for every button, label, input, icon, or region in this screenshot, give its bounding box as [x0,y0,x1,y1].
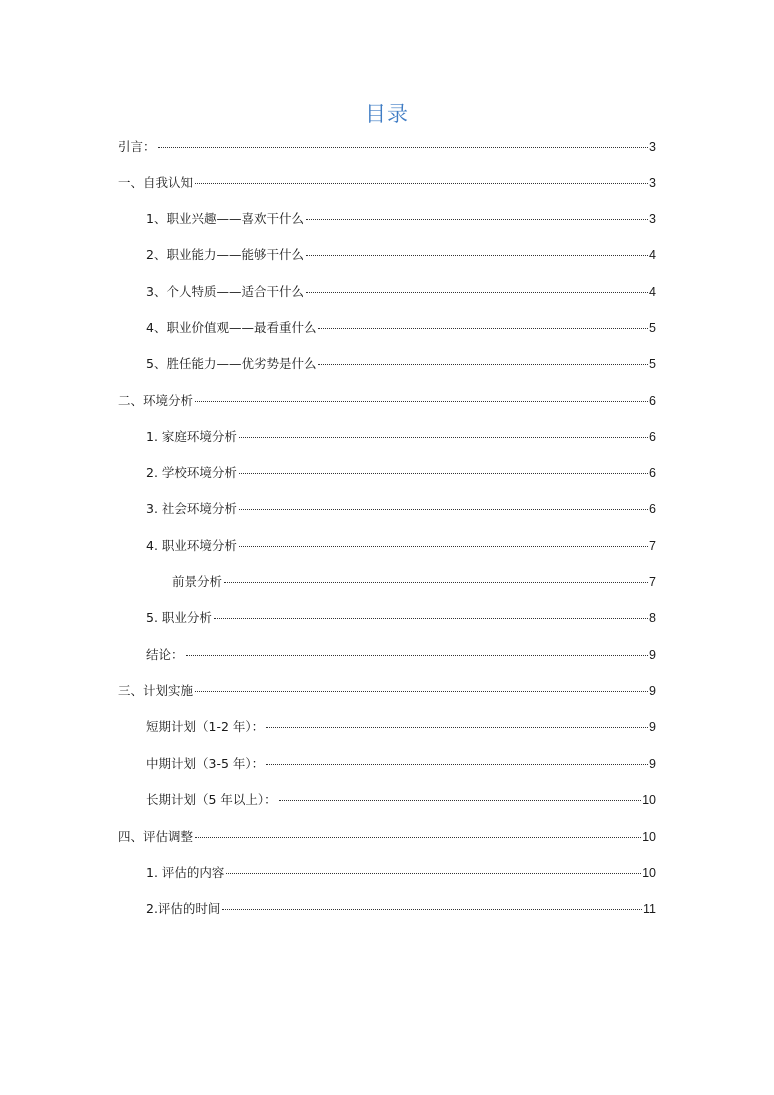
toc-entry-label: 二、环境分析 [118,393,194,408]
toc-entry-conclusion[interactable] [146,647,656,663]
toc-leader-dots [224,582,648,583]
toc-entry-label: 2. 学校环境分析 [146,465,237,480]
toc-page-number: 10 [642,830,656,844]
toc-page-number: 5 [649,357,656,371]
toc-leader-dots [306,292,648,293]
toc-page-number: 3 [649,140,656,154]
toc-entry-competency[interactable] [146,356,656,372]
toc-page-number: 6 [649,430,656,444]
toc-page-number: 9 [649,684,656,698]
toc-page-number: 10 [642,793,656,807]
toc-entry-label: 三、计划实施 [118,683,194,698]
toc-leader-dots [158,147,649,148]
toc-page-number: 5 [649,321,656,335]
toc-entry-label: 4. 职业环境分析 [146,538,237,553]
toc-entry-plan-implementation[interactable] [118,683,656,699]
toc-entry-career-values[interactable] [146,320,656,336]
toc-page-number: 11 [643,902,656,916]
toc-page-number: 10 [642,866,656,880]
toc-page-number: 3 [649,212,656,226]
toc-leader-dots [239,473,648,474]
toc-entry-label: 一、自我认知 [118,175,194,190]
toc-leader-dots [306,219,648,220]
toc-leader-dots [186,655,649,656]
toc-leader-dots [214,618,648,619]
toc-leader-dots [195,401,648,402]
toc-leader-dots [318,328,648,329]
toc-entry-family-environment[interactable] [146,429,656,445]
toc-leader-dots [239,437,648,438]
toc-leader-dots [195,183,648,184]
toc-entry-self-awareness[interactable] [118,175,656,191]
toc-entry-label: 3、个人特质——适合干什么 [146,284,304,299]
toc-entry-long-term-plan[interactable] [146,792,656,808]
toc-page-number: 7 [649,539,656,553]
toc-entry-evaluation-content[interactable] [146,865,656,881]
toc-leader-dots [266,764,648,765]
toc-page-number: 6 [649,502,656,516]
toc-page-number: 6 [649,394,656,408]
toc-page-number: 4 [649,285,656,299]
toc-entry-label: 1. 评估的内容 [146,865,225,880]
page-title: 目录 [365,102,409,126]
toc-entry-environment-analysis[interactable] [118,393,656,409]
toc-entry-label: 四、评估调整 [118,829,194,844]
toc-page-number: 9 [649,757,656,771]
toc-entry-label: 1. 家庭环境分析 [146,429,237,444]
toc-page-number: 9 [649,720,656,734]
toc-entry-evaluation-adjustment[interactable] [118,829,656,845]
toc-entry-label: 引言： [118,139,156,154]
toc-entry-label: 结论： [146,647,184,662]
toc-entry-label: 5、胜任能力——优劣势是什么 [146,356,317,371]
toc-entry-personal-traits[interactable] [146,284,656,300]
toc-entry-social-environment[interactable] [146,501,656,517]
toc-entry-career-environment[interactable] [146,538,656,554]
toc-entry-label: 2.评估的时间 [146,901,221,916]
toc-leader-dots [306,255,648,256]
toc-leader-dots [318,364,648,365]
toc-leader-dots [279,800,641,801]
toc-leader-dots [222,909,642,910]
toc-entry-evaluation-time[interactable] [146,901,656,917]
toc-leader-dots [195,837,641,838]
toc-entry-school-environment[interactable] [146,465,656,481]
toc-entry-short-term-plan[interactable] [146,719,656,735]
toc-entry-label: 2、职业能力——能够干什么 [146,247,304,262]
toc-entry-career-ability[interactable] [146,247,656,263]
toc-page-number: 9 [649,648,656,662]
toc-page-number: 7 [649,575,656,589]
toc-entry-label: 长期计划（5 年以上）： [146,792,277,807]
toc-entry-label: 中期计划（3-5 年）： [146,756,265,771]
toc-page-number: 8 [649,611,656,625]
toc-page-number: 6 [649,466,656,480]
toc-entry-career-interest[interactable] [146,211,656,227]
toc-entry-mid-term-plan[interactable] [146,756,656,772]
toc-entry-label: 前景分析 [172,574,223,589]
toc-leader-dots [195,691,648,692]
toc-entry-label: 4、职业价值观——最看重什么 [146,320,317,335]
toc-entry-label: 1、职业兴趣——喜欢干什么 [146,211,304,226]
toc-entry-introduction[interactable] [118,139,656,155]
toc-entry-label: 短期计划（1-2 年）： [146,719,265,734]
toc-entry-label: 3. 社会环境分析 [146,501,237,516]
toc-entry-label: 5. 职业分析 [146,610,212,625]
toc-entry-career-analysis[interactable] [146,610,656,626]
toc-leader-dots [266,727,648,728]
toc-page-number: 3 [649,176,656,190]
toc-entry-prospect-analysis[interactable] [172,574,656,590]
toc-leader-dots [239,509,648,510]
toc-leader-dots [239,546,648,547]
toc-leader-dots [226,873,641,874]
toc-page-number: 4 [649,248,656,262]
